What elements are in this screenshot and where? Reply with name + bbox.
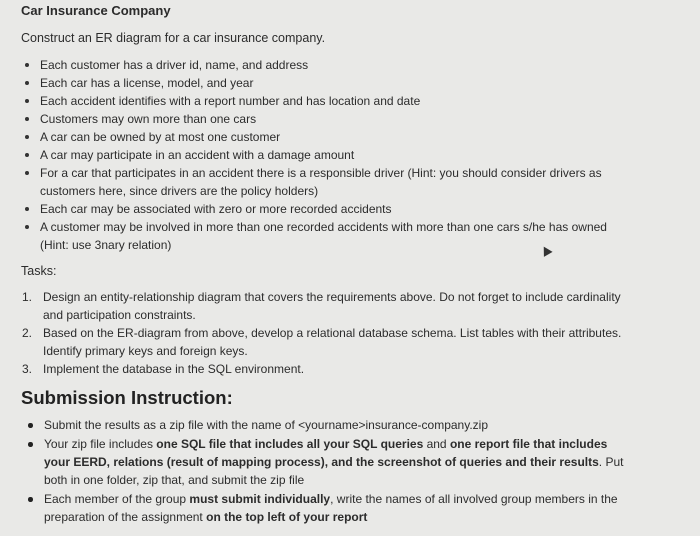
submission-list [0, 416, 690, 527]
bullet-icon [25, 153, 29, 157]
requirements-list [0, 56, 680, 254]
bullet-icon [25, 99, 29, 103]
bullet-icon [28, 423, 33, 428]
list-item: A car may participate in an accident with a damage amount [0, 146, 610, 164]
intro-text: Construct an ER diagram for a car insurance company. [21, 31, 326, 45]
submission-heading: Submission Instruction: [21, 387, 233, 408]
bullet-icon [25, 117, 29, 121]
list-item: 1. Design an entity-relationship diagram that covers the requirements above. Do not forget to include cardinality and participation constraints. [22, 290, 621, 322]
bullet-icon [25, 207, 29, 211]
list-item: Each member of the group must submit individually, write the names of all involved group members in the preparation of the assignment on the top left of your report [0, 490, 634, 526]
list-item: Each car may be associated with zero or more recorded accidents [0, 200, 610, 218]
bullet-icon [25, 171, 29, 175]
bullet-icon [25, 81, 29, 85]
bullet-icon [28, 497, 33, 502]
list-item: A customer may be involved in more than one recorded accidents with more than one cars s/he has owned (Hint: use 3nary relation) [0, 218, 610, 254]
list-item: Your zip file includes one SQL file that includes all your SQL queries and one report file that includes your EERD, relations (result of mapping process), and the screenshot of queries and their results. Put both in one folder, zip that, and submit the zip file [0, 435, 634, 489]
list-item: Each accident identifies with a report number and has location and date [0, 92, 610, 110]
list-item: A car can be owned by at most one customer [0, 128, 610, 146]
bullet-icon [25, 63, 29, 67]
list-item: Submit the results as a zip file with the name of <yourname>insurance-company.zip [0, 416, 634, 434]
list-item: Customers may own more than one cars [0, 110, 610, 128]
bullet-icon [25, 135, 29, 139]
page-title: Car Insurance Company [21, 3, 171, 18]
list-item: 3. Implement the database in the SQL environment. [22, 362, 305, 376]
list-item: 2. Based on the ER-diagram from above, develop a relational database schema. List tables with their attributes. Identify primary keys and foreign keys. [22, 326, 622, 358]
bullet-icon [28, 442, 33, 447]
list-item: Each customer has a driver id, name, and address [0, 56, 610, 74]
tasks-heading: Tasks: [21, 264, 57, 278]
tasks-list [0, 288, 680, 378]
bullet-icon [25, 225, 29, 229]
list-item: Each car has a license, model, and year [0, 74, 610, 92]
list-item: For a car that participates in an accident there is a responsible driver (Hint: you should consider drivers as customers here, since drivers are the policy holders) [0, 164, 610, 200]
